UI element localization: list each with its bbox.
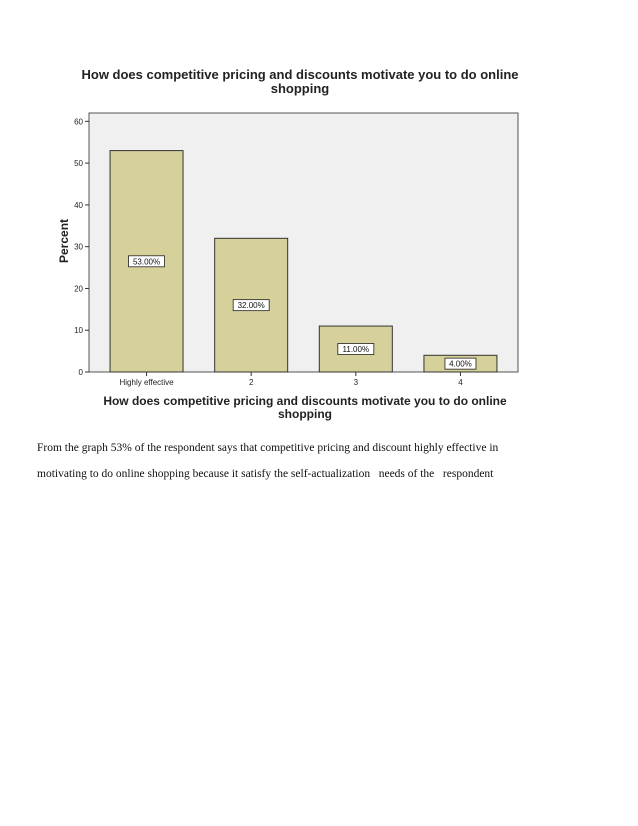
y-tick-label: 50 <box>74 159 83 169</box>
y-tick-label: 40 <box>74 200 83 210</box>
chart-title: How does competitive pricing and discounts motivate you to do online shopping <box>81 67 519 96</box>
data-label: 4.00% <box>449 359 472 369</box>
y-axis-label: Percent <box>57 218 71 263</box>
caption-line-2: motivating to do online shopping because it satisfy the self-actualization needs of the respondent <box>37 468 494 480</box>
x-tick-label: 2 <box>248 378 254 387</box>
y-tick-label: 0 <box>78 368 83 377</box>
x-tick-label: 4 <box>458 378 463 387</box>
x-tick-label: 3 <box>353 378 359 387</box>
caption-line-1: From the graph 53% of the respondent says that competitive pricing and discount highly effective in <box>37 442 499 454</box>
x-tick-label: Highly effective <box>119 378 174 387</box>
y-tick-label: 20 <box>74 284 83 294</box>
y-tick-label: 60 <box>74 117 83 127</box>
y-tick-label: 30 <box>74 242 83 252</box>
data-label: 11.00% <box>342 345 370 355</box>
data-label: 32.00% <box>237 301 265 311</box>
caption-paragraph <box>37 435 597 487</box>
x-axis-label: How does competitive pricing and discounts motivate you to do online shopping <box>103 394 507 421</box>
y-tick-label: 10 <box>74 326 83 336</box>
data-label: 53.00% <box>132 257 161 267</box>
